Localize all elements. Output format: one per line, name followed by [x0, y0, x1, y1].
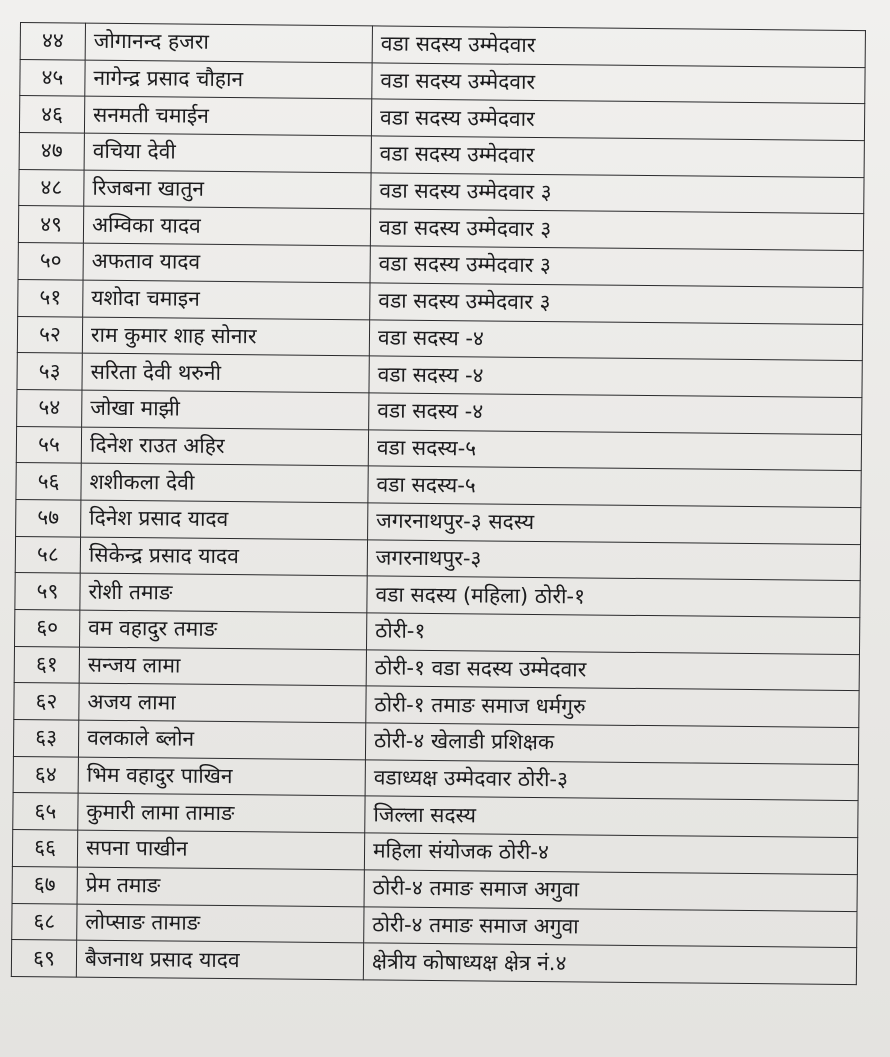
member-role: वडाध्यक्ष उम्मेदवार ठोरी-३ — [365, 760, 858, 801]
member-role: वडा सदस्य-५ — [368, 466, 861, 507]
member-name: सिकेन्द्र प्रसाद यादव — [80, 537, 367, 576]
member-role: वडा सदस्य -४ — [369, 319, 862, 360]
member-name: लोप्साङ तामाङ — [77, 904, 364, 943]
member-name: वचिया देवी — [84, 133, 371, 172]
row-number: ६० — [15, 609, 80, 646]
member-name: यशोदा चमाइन — [83, 280, 370, 319]
row-number: ५४ — [17, 389, 82, 426]
member-name: नागेन्द्र प्रसाद चौहान — [85, 60, 372, 99]
member-role: वडा सदस्य उम्मेदवार ३ — [370, 283, 863, 324]
member-role: वडा सदस्य -४ — [369, 393, 862, 434]
member-role: ठोरी-४ तमाङ समाज अगुवा — [364, 870, 857, 911]
row-number: ४४ — [20, 23, 85, 60]
member-name: दिनेश प्रसाद यादव — [81, 500, 368, 539]
member-role: जगरनाथपुर-३ सदस्य — [368, 503, 861, 544]
member-role: ठोरी-१ — [366, 613, 859, 654]
member-name: प्रेम तमाङ — [77, 867, 364, 906]
row-number: ६४ — [13, 756, 78, 793]
member-name: रिजबना खातुन — [84, 170, 371, 209]
member-role: वडा सदस्य उम्मेदवार — [372, 63, 865, 104]
member-name: बैजनाथ प्रसाद यादव — [76, 940, 363, 979]
row-number: ६९ — [11, 940, 76, 977]
member-name: अजय लामा — [79, 683, 366, 722]
row-number: ४७ — [19, 133, 84, 170]
member-name: राम कुमार शाह सोनार — [82, 317, 369, 356]
member-role: वडा सदस्य उम्मेदवार ३ — [371, 173, 864, 214]
member-role: जगरनाथपुर-३ — [367, 539, 860, 580]
member-name: अम्विका यादव — [83, 207, 370, 246]
member-name: वम वहादुर तमाङ — [80, 610, 367, 649]
row-number: ४९ — [18, 206, 83, 243]
row-number: ५८ — [15, 536, 80, 573]
member-role: वडा सदस्य उम्मेदवार — [372, 26, 865, 67]
member-role: वडा सदस्य -४ — [369, 356, 862, 397]
row-number: ५१ — [18, 279, 83, 316]
row-number: ५० — [18, 243, 83, 280]
member-name: सरिता देवी थरुनी — [82, 353, 369, 392]
member-role: क्षेत्रीय कोषाध्यक्ष क्षेत्र नं.४ — [363, 943, 856, 984]
member-role: ठोरी-१ वडा सदस्य उम्मेदवार — [366, 650, 859, 691]
member-role: महिला संयोजक ठोरी-४ — [364, 833, 857, 874]
row-number: ५२ — [17, 316, 82, 353]
member-name: अफताव यादव — [83, 243, 370, 282]
roster-table-body — [11, 23, 865, 985]
row-number: ६३ — [13, 720, 78, 757]
member-role: ठोरी-४ तमाङ समाज अगुवा — [364, 906, 857, 947]
member-name: भिम वहादुर पाखिन — [78, 757, 365, 796]
member-role: जिल्ला सदस्य — [365, 796, 858, 837]
member-name: जोगानन्द हजरा — [85, 23, 372, 62]
row-number: ६५ — [13, 793, 78, 830]
member-name: शशीकला देवी — [81, 463, 368, 502]
table-row — [11, 940, 856, 985]
row-number: ६२ — [14, 683, 79, 720]
row-number: ५३ — [17, 353, 82, 390]
member-role: वडा सदस्य-५ — [368, 429, 861, 470]
row-number: ५९ — [15, 573, 80, 610]
roster-sheet — [11, 22, 870, 985]
member-role: वडा सदस्य उम्मेदवार ३ — [370, 209, 863, 250]
roster-table — [11, 22, 866, 985]
member-role: वडा सदस्य (महिला) ठोरी-१ — [367, 576, 860, 617]
row-number: ५५ — [16, 426, 81, 463]
row-number: ६७ — [12, 866, 77, 903]
member-name: वलकाले ब्लोन — [78, 720, 365, 759]
row-number: ५७ — [16, 499, 81, 536]
row-number: ६१ — [14, 646, 79, 683]
member-name: रोशी तमाङ — [80, 573, 367, 612]
row-number: ५६ — [16, 463, 81, 500]
member-role: वडा सदस्य उम्मेदवार — [371, 136, 864, 177]
member-name: सन्जय लामा — [79, 647, 366, 686]
member-role: वडा सदस्य उम्मेदवार — [371, 99, 864, 140]
row-number: ४८ — [19, 169, 84, 206]
member-name: कुमारी लामा तामाङ — [78, 794, 365, 833]
member-name: सनमती चमाईन — [84, 97, 371, 136]
row-number: ६८ — [12, 903, 77, 940]
member-role: वडा सदस्य उम्मेदवार ३ — [370, 246, 863, 287]
row-number: ४५ — [20, 59, 85, 96]
member-name: जोखा माझी — [82, 390, 369, 429]
row-number: ४६ — [19, 96, 84, 133]
member-name: सपना पाखीन — [77, 830, 364, 869]
member-role: ठोरी-१ तमाङ समाज धर्मगुरु — [366, 686, 859, 727]
row-number: ६६ — [12, 830, 77, 867]
member-name: दिनेश राउत अहिर — [81, 427, 368, 466]
member-role: ठोरी-४ खेलाडी प्रशिक्षक — [365, 723, 858, 764]
